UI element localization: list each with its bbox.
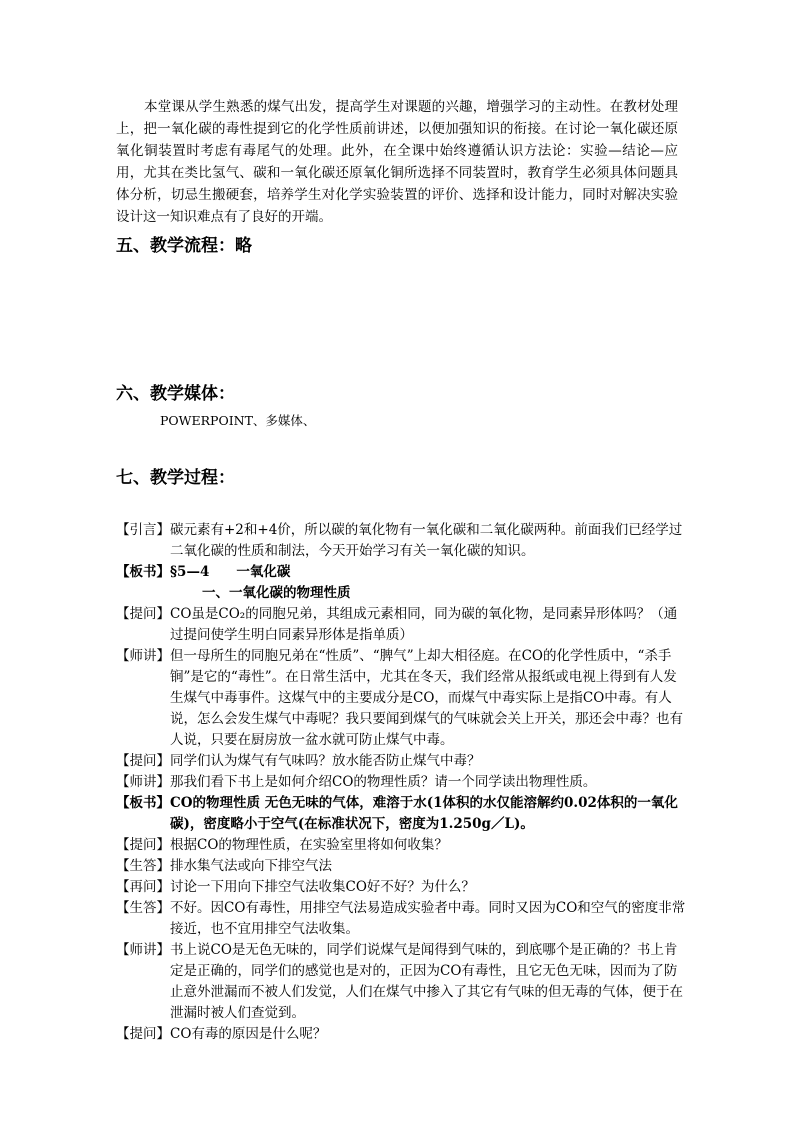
entry-answer bbox=[116, 856, 686, 877]
entry-text: CO的物理性质 无色无味的气体，难溶于水(1体积的水仅能溶解约0.02体积的一氧化碳)，密度略小于空气(在标准状况下，密度为1.250g／L)。 bbox=[170, 795, 678, 832]
entry-tag: 【提问】 bbox=[116, 753, 170, 769]
entry-tag: 【板书】 bbox=[116, 564, 170, 580]
media-list: POWERPOINT、多媒体、 bbox=[160, 413, 316, 428]
entry-answer bbox=[116, 898, 686, 940]
entry-question bbox=[116, 1024, 686, 1045]
entry-text: CO有毒的原因是什么呢？ bbox=[170, 1026, 327, 1042]
entry-text: 不好。因CO有毒性，用排空气法易造成实验者中毒。同时又因为CO和空气的密度非常接近，也不宜用排空气法收集。 bbox=[170, 900, 686, 937]
entry-tag: 【师讲】 bbox=[116, 942, 170, 958]
entry-tag: 【师讲】 bbox=[116, 774, 170, 790]
entry-text: 同学们认为煤气有气味吗？放水能否防止煤气中毒？ bbox=[170, 753, 481, 769]
entry-text: CO虽是CO₂的同胞兄弟，其组成元素相同，同为碳的氧化物，是同素异形体吗？（通过提问使学生明白同素异形体是指单质） bbox=[170, 606, 678, 643]
entry-tag: 【提问】 bbox=[116, 1026, 170, 1042]
entry-board bbox=[116, 793, 686, 835]
entry-teacher bbox=[116, 940, 686, 1024]
entry-question bbox=[116, 751, 686, 772]
section-heading-flow: 五、教学流程：略 bbox=[116, 236, 252, 256]
entry-text: 排水集气法或向下排空气法 bbox=[170, 858, 332, 874]
entry-tag: 【引言】 bbox=[116, 522, 170, 538]
entry-intro bbox=[116, 520, 686, 562]
entry-text: 书上说CO是无色无味的，同学们说煤气是闻得到气味的，到底哪个是正确的？书上肯定是正确的，同学们的感觉也是对的，正因为CO有毒性，且它无色无味，因而为了防止意外泄漏而不被人们发觉，人们在煤气中掺入了其它有气味的但无毒的气体，便于在泄漏时被人们查觉到。 bbox=[170, 942, 683, 1021]
entry-text: 讨论一下用向下排空气法收集CO好不好？为什么？ bbox=[170, 879, 475, 895]
section-heading-media: 六、教学媒体： bbox=[116, 384, 235, 404]
entry-text: 但一母所生的同胞兄弟在“性质”、“脾气”上却大相径庭。在CO的化学性质中，“杀手锏”是它的“毒性”。在日常生活中，尤其在冬天，我们经常从报纸或电视上得到有人发生煤气中毒事件。这煤气中的主要成分是CO，而煤气中毒实际上是指CO中毒。有人说，怎么会发生煤气中毒呢？我只要闻到煤气的气味就会关上开关，那还会中毒？也有人说，只要在厨房放一盆水就可防止煤气中毒。 bbox=[170, 648, 683, 748]
teaching-process bbox=[116, 520, 686, 1045]
entry-text: 碳元素有+2和+4价，所以碳的氧化物有一氧化碳和二氧化碳两种。前面我们已经学过二氧化碳的性质和制法，今天开始学习有关一氧化碳的知识。 bbox=[170, 522, 683, 559]
entry-question bbox=[116, 877, 686, 898]
entry-teacher bbox=[116, 646, 686, 751]
entry-text: 那我们看下书上是如何介绍CO的物理性质？请一个同学读出物理性质。 bbox=[170, 774, 597, 790]
entry-teacher bbox=[116, 772, 686, 793]
entry-tag: 【板书】 bbox=[116, 795, 170, 811]
entry-tag: 【提问】 bbox=[116, 606, 170, 622]
entry-tag: 【生答】 bbox=[116, 858, 170, 874]
subsection-title: 一、一氧化碳的物理性质 bbox=[202, 585, 351, 601]
entry-tag: 【生答】 bbox=[116, 900, 170, 916]
entry-text: §5—4 一氧化碳 bbox=[170, 564, 291, 580]
section-heading-process: 七、教学过程： bbox=[116, 468, 235, 488]
entry-board bbox=[116, 562, 686, 583]
entry-tag: 【再问】 bbox=[116, 879, 170, 895]
intro-paragraph: 本堂课从学生熟悉的煤气出发，提高学生对课题的兴趣，增强学习的主动性。在教材处理上，把一氧化碳的毒性提到它的化学性质前讲述，以便加强知识的衔接。在讨论一氧化碳还原氧化铜装置时考虑有毒尾气的处理。此外，在全课中始终遵循认识方法论：实验—结论—应用，尤其在类比氢气、碳和一氧化碳还原氧化铜所选择不同装置时，教育学生必须具体问题具体分析，切忌生搬硬套，培养学生对化学实验装置的评价、选择和设计能力，同时对解决实验设计这一知识难点有了良好的开端。 bbox=[116, 99, 678, 225]
entry-tag: 【提问】 bbox=[116, 837, 170, 853]
entry-tag: 【师讲】 bbox=[116, 648, 170, 664]
entry-question bbox=[116, 835, 686, 856]
entry-text: 根据CO的物理性质，在实验室里将如何收集？ bbox=[170, 837, 448, 853]
entry-question bbox=[116, 604, 686, 646]
